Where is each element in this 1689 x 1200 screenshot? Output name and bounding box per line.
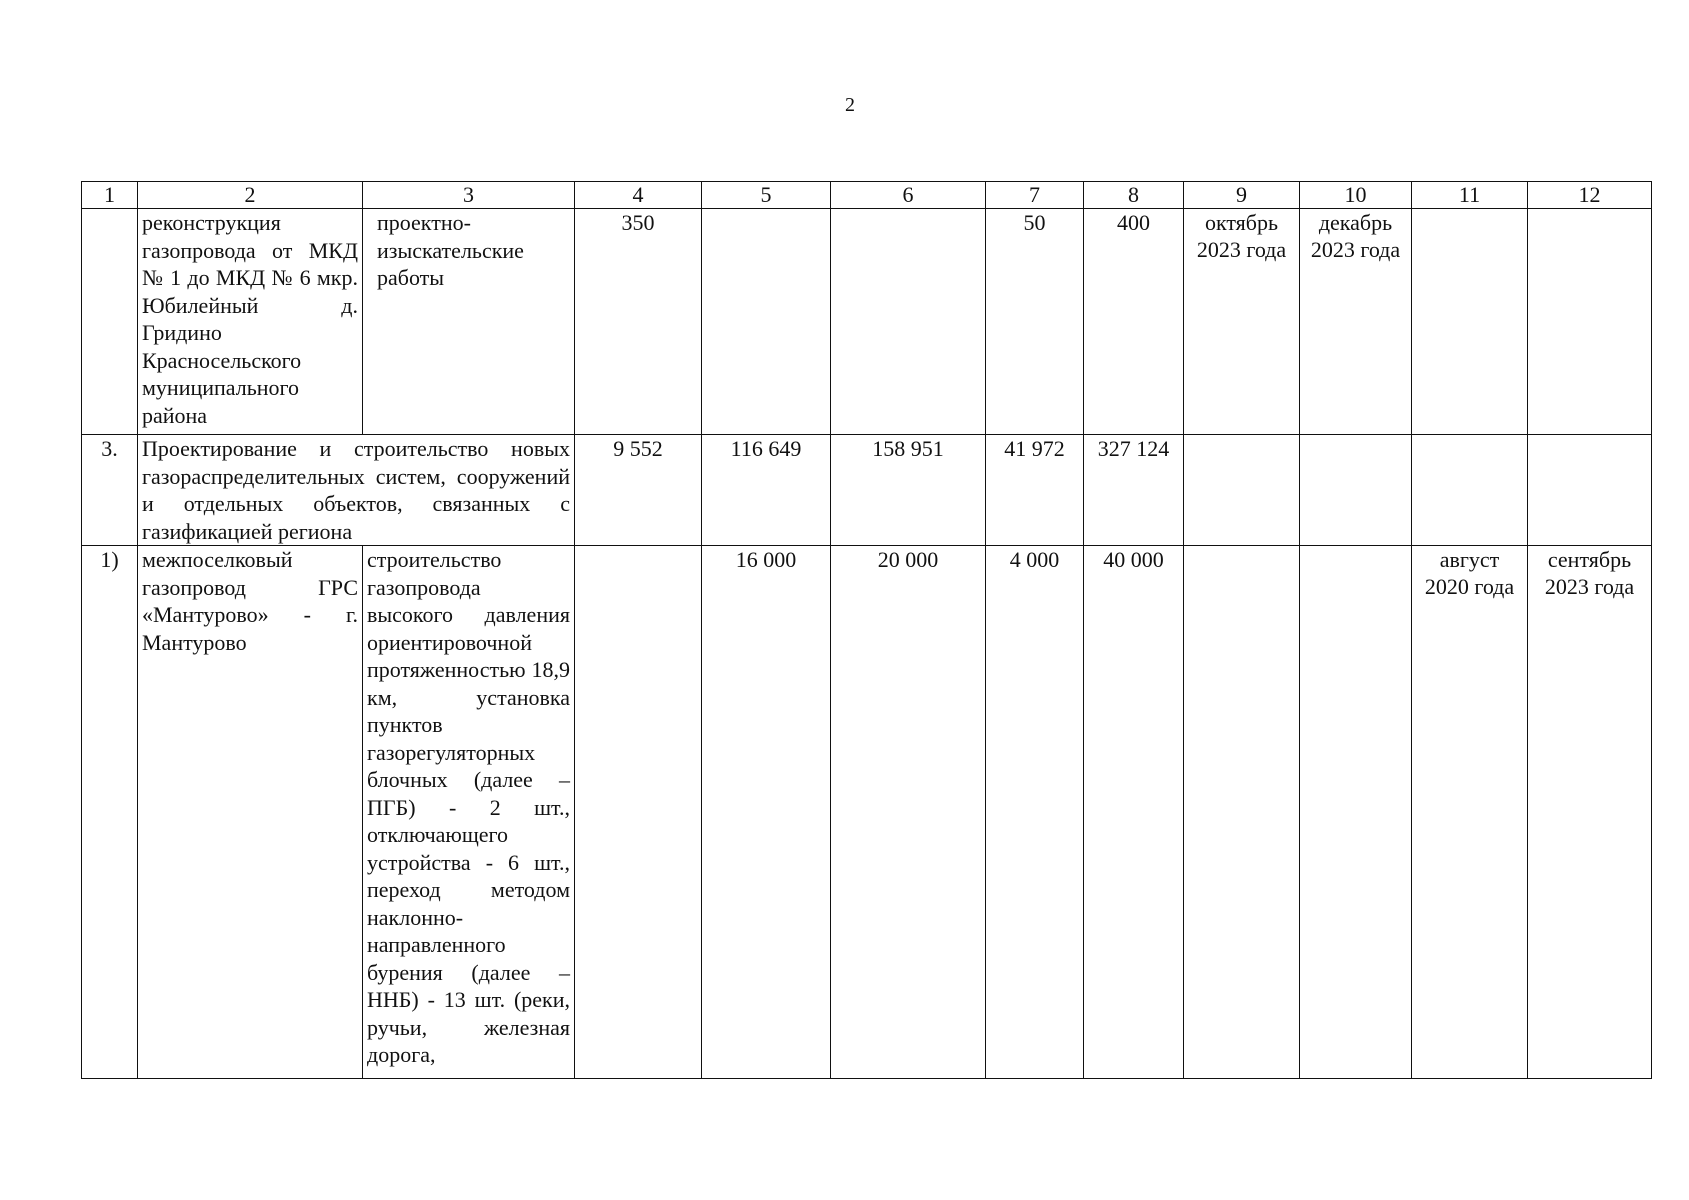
start-date-cell: октябрь 2023 года xyxy=(1184,209,1300,435)
header-cell-3: 3 xyxy=(363,182,575,209)
value-cell-4: 9 552 xyxy=(575,435,702,546)
row-number-cell xyxy=(82,209,138,435)
row-number-cell: 3. xyxy=(82,435,138,546)
value-cell-6 xyxy=(831,209,986,435)
page-number: 2 xyxy=(845,94,855,116)
date-cell-12 xyxy=(1528,435,1652,546)
value-cell-7: 50 xyxy=(986,209,1084,435)
value-cell-4 xyxy=(575,546,702,1079)
header-cell-9: 9 xyxy=(1184,182,1300,209)
end-date-cell: декабрь 2023 года xyxy=(1300,209,1412,435)
header-cell-7: 7 xyxy=(986,182,1084,209)
table-row xyxy=(82,546,1652,1079)
end-date-cell: сентябрь 2023 года xyxy=(1528,546,1652,1079)
value-cell-8: 327 124 xyxy=(1084,435,1184,546)
table-header-row xyxy=(82,182,1652,209)
value-cell-5: 116 649 xyxy=(702,435,831,546)
value-cell-7: 41 972 xyxy=(986,435,1084,546)
date-cell-11 xyxy=(1412,209,1528,435)
value-cell-8: 40 000 xyxy=(1084,546,1184,1079)
date-cell-10 xyxy=(1300,435,1412,546)
work-type-cell: строительство газопровода высокого давления ориентировочной протяженностью 18,9 км, установка пунктов газорегуляторных блочных (далее – ПГБ) - 2 шт., отключающего устройства - 6 шт., переход методом наклонно-направленного бурения (далее – ННБ) - 13 шт. (реки, ручьи, железная дорога, xyxy=(363,546,575,1079)
value-cell-8: 400 xyxy=(1084,209,1184,435)
header-cell-5: 5 xyxy=(702,182,831,209)
value-cell-6: 20 000 xyxy=(831,546,986,1079)
date-cell-12 xyxy=(1528,209,1652,435)
date-cell-11 xyxy=(1412,435,1528,546)
header-cell-12: 12 xyxy=(1528,182,1652,209)
start-date-cell: август 2020 года xyxy=(1412,546,1528,1079)
header-cell-8: 8 xyxy=(1084,182,1184,209)
header-cell-2: 2 xyxy=(138,182,363,209)
header-cell-6: 6 xyxy=(831,182,986,209)
section-title-cell: Проектирование и строительство новых газораспределительных систем, сооружений и отдельных объектов, связанных с газификацией региона xyxy=(138,435,575,546)
value-cell-4: 350 xyxy=(575,209,702,435)
date-cell-9 xyxy=(1184,546,1300,1079)
object-name-cell: реконструкция газопровода от МКД № 1 до МКД № 6 мкр. Юбилейный д. Гридино Красносельского муниципального района xyxy=(138,209,363,435)
value-cell-5 xyxy=(702,209,831,435)
data-table xyxy=(81,181,1652,1079)
row-number-cell: 1) xyxy=(82,546,138,1079)
date-cell-9 xyxy=(1184,435,1300,546)
date-cell-10 xyxy=(1300,546,1412,1079)
table-row xyxy=(82,435,1652,546)
object-name-cell: межпоселковый газопровод ГРС «Мантурово» - г. Мантурово xyxy=(138,546,363,1079)
work-type-cell: проектно-изыскательские работы xyxy=(363,209,575,435)
header-cell-11: 11 xyxy=(1412,182,1528,209)
value-cell-5: 16 000 xyxy=(702,546,831,1079)
value-cell-7: 4 000 xyxy=(986,546,1084,1079)
header-cell-4: 4 xyxy=(575,182,702,209)
header-cell-1: 1 xyxy=(82,182,138,209)
table-row xyxy=(82,209,1652,435)
value-cell-6: 158 951 xyxy=(831,435,986,546)
header-cell-10: 10 xyxy=(1300,182,1412,209)
